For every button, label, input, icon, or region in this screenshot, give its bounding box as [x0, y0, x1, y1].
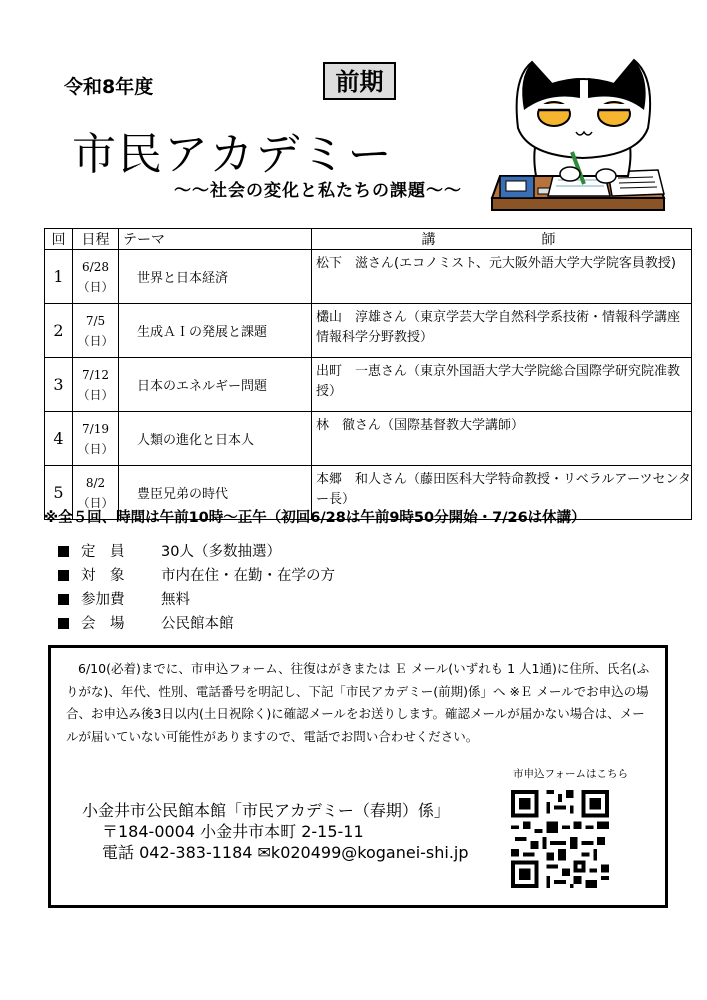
application-box — [48, 645, 668, 908]
term-badge: 前期 — [323, 62, 396, 100]
list-item — [58, 612, 335, 636]
fiscal-year: 令和8年度 — [64, 76, 154, 98]
session-date — [73, 358, 119, 412]
session-day: （日） — [77, 387, 114, 402]
table-row — [45, 358, 692, 412]
session-day: （日） — [77, 495, 114, 510]
info-label: 参加費 — [81, 592, 125, 608]
session-date-value: 7/19 — [82, 421, 109, 436]
schedule-table — [44, 228, 692, 520]
session-date — [73, 412, 119, 466]
bullet-square-icon — [58, 570, 69, 581]
session-date-value: 7/5 — [85, 313, 106, 328]
info-value: 市内在住・在勤・在学の方 — [161, 568, 335, 584]
session-lecturer: 松下 滋さん(エコノミスト、元大阪外語大学大学院客員教授) — [312, 250, 692, 304]
header-number: 回 — [45, 229, 73, 250]
table-row — [45, 250, 692, 304]
qr-label: 市申込フォームはこちら — [513, 768, 628, 780]
phone-email: 電話 042-383-1184 ✉k020499@koganei-shi.jp — [102, 843, 469, 862]
session-date — [73, 304, 119, 358]
postal-address: 〒184-0004 小金井市本町 2-15-11 — [102, 822, 364, 841]
session-theme: 人類の進化と日本人 — [119, 412, 312, 466]
info-value: 公民館本館 — [161, 616, 234, 632]
header-lecturer: 講 師 — [312, 229, 692, 250]
session-number: 1 — [45, 250, 73, 304]
session-day: （日） — [77, 333, 114, 348]
session-number: 2 — [45, 304, 73, 358]
session-lecturer: 林 徹さん（国際基督教大学講師） — [312, 412, 692, 466]
list-item — [58, 540, 335, 564]
info-label: 対 象 — [81, 568, 125, 584]
info-list — [58, 540, 335, 636]
application-instructions: 6/10(必着)までに、市申込フォーム、往復はがきまたは Ｅ メール(いずれも 1 人1通)に住所、氏名(ふりがな)、年代、性別、電話番号を明記し、下記「市民アカデミー(前期)係」へ ※Ｅ メールでお申込の場合、お申込み後3日以内(土日祝除く)に確認メールをお送りします。確認メールが届かない場合は、メールが届いていない可能性がありますので、電話でお問い合わせください。 — [66, 661, 650, 744]
contact-info — [82, 800, 469, 863]
bullet-square-icon — [58, 546, 69, 557]
table-row — [45, 412, 692, 466]
info-label: 定 員 — [81, 544, 125, 560]
studying-cat-illustration — [488, 48, 668, 218]
qr-code-icon[interactable] — [511, 790, 609, 888]
session-theme: 世界と日本経済 — [119, 250, 312, 304]
session-theme: 日本のエネルギー問題 — [119, 358, 312, 412]
page-subtitle: ～～社会の変化と私たちの課題～～ — [174, 181, 462, 201]
info-label: 会 場 — [81, 616, 125, 632]
session-number: 4 — [45, 412, 73, 466]
page-title: 市民アカデミー — [72, 129, 394, 180]
list-item — [58, 588, 335, 612]
list-item — [58, 564, 335, 588]
session-day: （日） — [77, 279, 114, 294]
session-lecturer: 本郷 和人さん（藤田医科大学特命教授・リベラルアーツセンター長） — [312, 466, 692, 520]
bullet-square-icon — [58, 594, 69, 605]
session-date-value: 6/28 — [82, 259, 109, 274]
header-date: 日程 — [73, 229, 119, 250]
session-date — [73, 250, 119, 304]
table-row — [45, 304, 692, 358]
session-lecturer: 欉山 淳雄さん（東京学芸大学自然科学系技術・情報科学講座情報科学分野教授） — [312, 304, 692, 358]
session-number: 5 — [45, 466, 73, 520]
info-value: 無料 — [161, 592, 190, 608]
organization-name: 小金井市公民館本館「市民アカデミー（春期）係」 — [82, 801, 450, 820]
info-value: 30人（多数抽選） — [161, 544, 281, 560]
session-number: 3 — [45, 358, 73, 412]
session-theme: 豊臣兄弟の時代 — [119, 466, 312, 520]
schedule-header-row — [45, 229, 692, 250]
schedule-note: ※全５回、時間は午前10時～正午（初回6/28は午前9時50分開始・7/26は休講） — [44, 510, 586, 526]
session-lecturer: 出町 一恵さん（東京外国語大学大学院総合国際学研究院准教授） — [312, 358, 692, 412]
session-date-value: 8/2 — [85, 475, 106, 490]
session-day: （日） — [77, 441, 114, 456]
session-date-value: 7/12 — [82, 367, 109, 382]
header-theme: テーマ — [119, 229, 312, 250]
bullet-square-icon — [58, 618, 69, 629]
session-theme: 生成ＡＩの発展と課題 — [119, 304, 312, 358]
